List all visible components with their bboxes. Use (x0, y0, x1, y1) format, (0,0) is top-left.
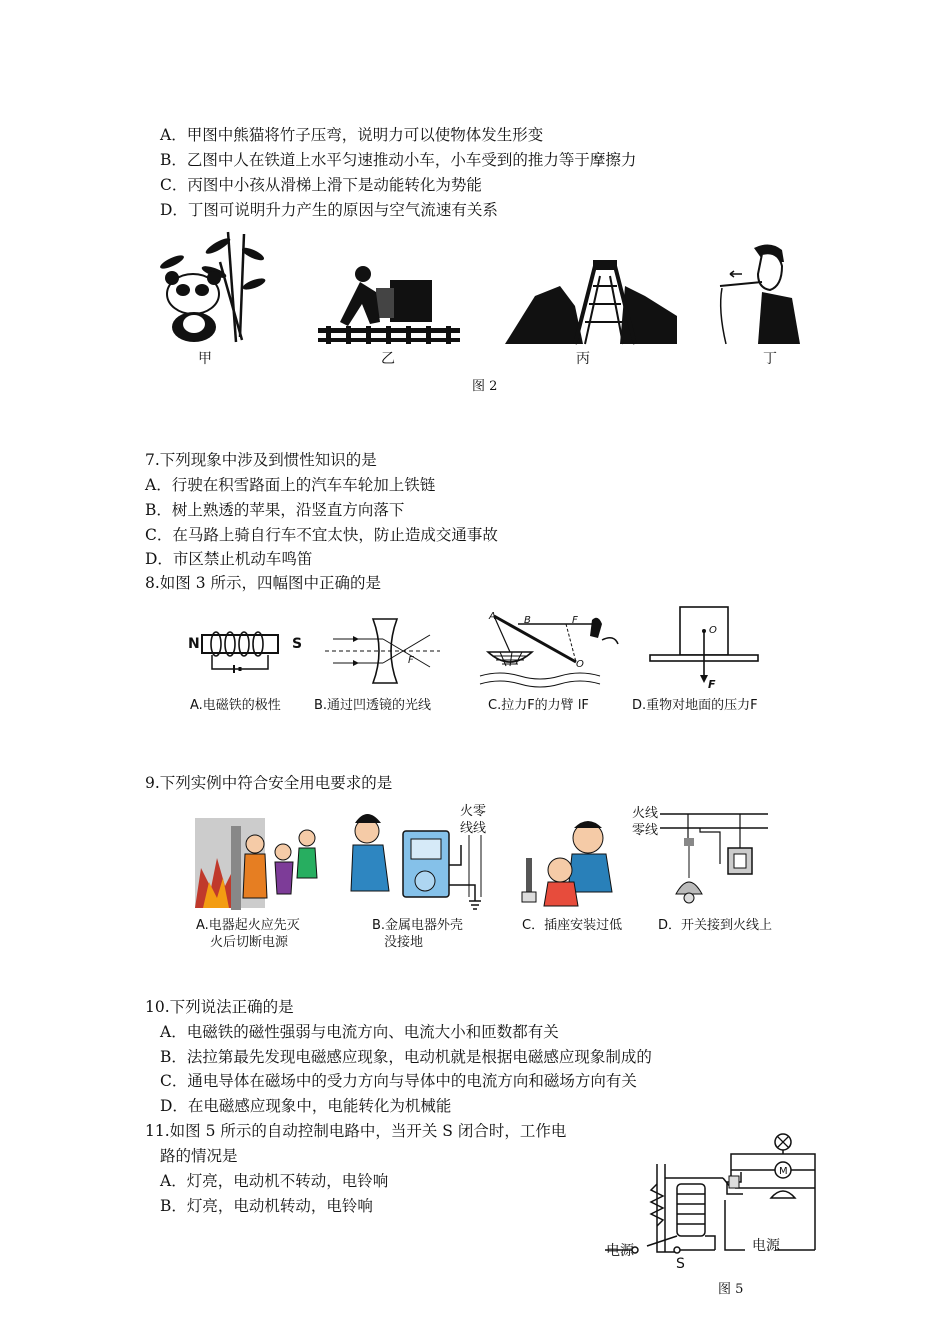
fig3-caption-b: B.通过凹透镜的光线 (314, 698, 432, 713)
fig2-panda-image (158, 232, 263, 344)
q7-option-a: A．行驶在积雪路面上的汽车车轮加上铁链 (145, 476, 436, 494)
fig5-caption: 图 5 (718, 1282, 744, 1297)
fig3-caption-a: A.电磁铁的极性 (190, 698, 281, 713)
fig4-wire-label-1: 火零 (460, 804, 487, 819)
q6-option-c: C．丙图中小孩从滑梯上滑下是动能转化为势能 (160, 176, 482, 194)
fig3-pressure-point-o: O (709, 625, 717, 636)
fig4-caption-a-line1: A.电器起火应先灭 (196, 918, 300, 933)
fig3-pressure-diagram (650, 605, 762, 687)
q8-stem: 8.如图 3 所示，四幅图中正确的是 (145, 574, 382, 592)
q6-option-d: D．丁图可说明升力产生的原因与空气流速有关系 (160, 201, 498, 219)
fig3-lever-point-o: O (576, 659, 584, 670)
fig4-caption-b-line2: 没接地 (384, 935, 424, 950)
fig3-lever-point-b: B (524, 615, 531, 626)
fig3-lever-diagram (480, 610, 620, 690)
fig2-cart-image (318, 262, 460, 344)
fig2-label-jia: 甲 (198, 351, 212, 367)
fig3-pole-s: S (292, 636, 303, 652)
fig3-caption-d: D.重物对地面的压力F (632, 698, 758, 713)
q11-stem-line1: 11.如图 5 所示的自动控制电路中，当开关 S 闭合时，工作电 (145, 1122, 567, 1140)
fig3-electromagnet-diagram (188, 625, 308, 675)
fig2-slide-image (505, 256, 677, 344)
fig4-live-wire-label: 火线 (632, 806, 659, 821)
fig3-lens-focus-label: F (408, 655, 414, 666)
fig4-fire-image (195, 808, 320, 913)
fig3-pole-n: N (188, 636, 200, 652)
q6-option-a: A．甲图中熊猫将竹子压弯，说明力可以使物体发生形变 (160, 126, 544, 144)
q11-option-b: B．灯亮，电动机转动，电铃响 (160, 1197, 373, 1215)
q7-option-b: B．树上熟透的苹果，沿竖直方向落下 (145, 501, 405, 519)
q10-option-c: C．通电导体在磁场中的受力方向与导体中的电流方向和磁场方向有关 (160, 1072, 637, 1090)
fig2-label-bing: 丙 (576, 351, 590, 367)
fig4-caption-d: D．开关接到火线上 (658, 918, 773, 933)
fig4-caption-a-line2: 火后切断电源 (210, 935, 289, 950)
q9-stem: 9.下列实例中符合安全用电要求的是 (145, 774, 393, 792)
fig4-caption-c: C．插座安装过低 (522, 918, 623, 933)
fig3-lever-point-a: A (489, 611, 496, 622)
q6-option-b: B．乙图中人在铁道上水平匀速推动小车，小车受到的推力等于摩擦力 (160, 151, 637, 169)
fig5-switch-label: S (676, 1256, 685, 1272)
fig5-source-left-label: 电源 (606, 1243, 634, 1259)
fig5-circuit-diagram (605, 1132, 820, 1272)
q7-stem: 7.下列现象中涉及到惯性知识的是 (145, 451, 377, 469)
q10-option-a: A．电磁铁的磁性强弱与电流方向、电流大小和匝数都有关 (160, 1023, 559, 1041)
fig4-caption-b-line1: B.金属电器外壳 (372, 918, 464, 933)
fig3-pressure-force-f: F (708, 678, 716, 691)
fig3-caption-c: C.拉力F的力臂 lF (488, 698, 589, 713)
q10-option-b: B．法拉第最先发现电磁感应现象，电动机就是根据电磁感应现象制成的 (160, 1048, 652, 1066)
fig4-switch-live-wire-image (660, 808, 770, 912)
fig2-label-yi: 乙 (381, 351, 395, 367)
q10-stem: 10.下列说法正确的是 (145, 998, 294, 1016)
fig3-lever-force-f: F (572, 615, 578, 626)
fig3-concave-lens-diagram (325, 615, 440, 687)
q10-option-d: D．在电磁感应现象中，电能转化为机械能 (160, 1097, 452, 1115)
fig2-caption: 图 2 (472, 379, 498, 394)
fig5-source-right-label: 电源 (752, 1238, 780, 1254)
q11-stem-line2: 路的情况是 (160, 1147, 238, 1165)
fig4-low-socket-image (522, 818, 627, 910)
fig4-wire-label-2: 线线 (460, 821, 487, 836)
q7-option-c: C．在马路上骑自行车不宜太快，防止造成交通事故 (145, 526, 498, 544)
fig5-motor-label: M (779, 1166, 788, 1177)
fig4-neutral-wire-label: 零线 (632, 823, 659, 838)
fig2-label-ding: 丁 (763, 351, 777, 367)
q11-option-a: A．灯亮，电动机不转动，电铃响 (160, 1172, 389, 1190)
fig2-blowing-boy-image (718, 240, 800, 344)
q7-option-d: D．市区禁止机动车鸣笛 (145, 550, 313, 568)
